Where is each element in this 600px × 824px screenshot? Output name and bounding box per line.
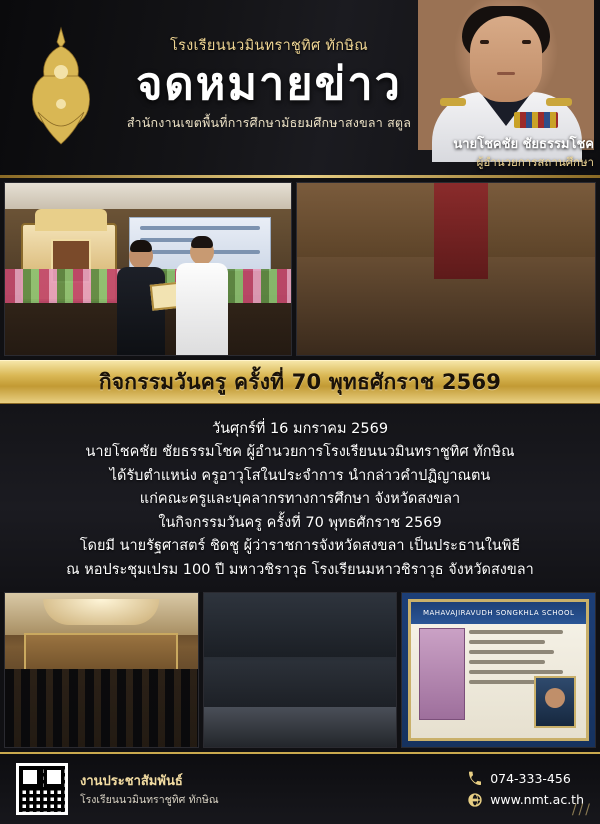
phone-contact[interactable] xyxy=(467,771,571,787)
auditorium-photo xyxy=(4,592,199,748)
director-name: นายโชคชัย ชัยธรรมโชค xyxy=(453,137,594,152)
body-line-4: แก่คณะครูและบุคลากรทางการศึกษา จังหวัดสงขลา xyxy=(139,491,461,508)
footer-contact-block xyxy=(467,771,584,808)
director-portrait xyxy=(410,0,600,178)
poster-footer xyxy=(0,752,600,824)
royal-crown-emblem-icon xyxy=(24,26,98,146)
page-title: จดหมายข่าว xyxy=(136,57,402,110)
photo-row-bottom xyxy=(0,592,600,752)
qr-code[interactable] xyxy=(16,763,68,815)
director-photo xyxy=(418,0,594,150)
body-line-7: ณ หอประชุมเปรม 100 ปี มหาวชิราวุธ โรงเรียนมหาวชิราวุธ จังหวัดสงขลา xyxy=(66,561,534,578)
office-name: สำนักงานเขตพื้นที่การศึกษามัธยมศึกษาสงขลา สตูล xyxy=(126,115,412,131)
phone-number: 074-333-456 xyxy=(490,771,571,787)
event-title-bar xyxy=(0,360,600,404)
body-line-6: โดยมี นายรัฐศาสตร์ ชิดชู ผู้ว่าราชการจังหวัดสงขลา เป็นประธานในพิธี xyxy=(79,538,521,555)
body-line-2: นายโชคชัย ชัยธรรมโชค ผู้อำนวยการโรงเรียนนวมินทราชูทิศ ทักษิณ xyxy=(85,444,515,461)
body-line-3: ได้รับตำแหน่ง ครูอาวุโสในประจำการ นำกล่าวคำปฏิญาณตน xyxy=(109,467,491,484)
footer-org-line-2: โรงเรียนนวมินทราชูทิศ ทักษิณ xyxy=(80,794,219,807)
poster-header xyxy=(0,0,600,178)
lineup-photo xyxy=(203,592,398,748)
header-text-block xyxy=(104,34,434,133)
announcement-body xyxy=(0,404,600,592)
event-title: กิจกรรมวันครู ครั้งที่ 70 พุทธศักราช 2569 xyxy=(98,369,502,394)
certificate-header-text: MAHAVAJIRAVUDH SONGKHLA SCHOOL xyxy=(422,609,575,618)
footer-decoration: /// xyxy=(571,802,592,819)
director-caption xyxy=(410,133,594,172)
phone-icon xyxy=(467,771,483,787)
footer-org-line-1: งานประชาสัมพันธ์ xyxy=(80,774,183,790)
group-photo xyxy=(296,182,596,356)
director-role: ผู้อำนวยการสถานศึกษา xyxy=(476,155,594,169)
certificate-photo xyxy=(401,592,596,748)
school-name: โรงเรียนนวมินทราชูทิศ ทักษิณ xyxy=(170,38,368,54)
website-url: www.nmt.ac.th xyxy=(490,792,584,808)
body-line-1: วันศุกร์ที่ 16 มกราคม 2569 xyxy=(211,421,389,437)
photo-row-top xyxy=(0,178,600,360)
body-line-5: ในกิจกรรมวันครู ครั้งที่ 70 พุทธศักราช 2569 xyxy=(158,514,442,531)
award-ceremony-photo xyxy=(4,182,292,356)
footer-org-block xyxy=(80,770,219,808)
